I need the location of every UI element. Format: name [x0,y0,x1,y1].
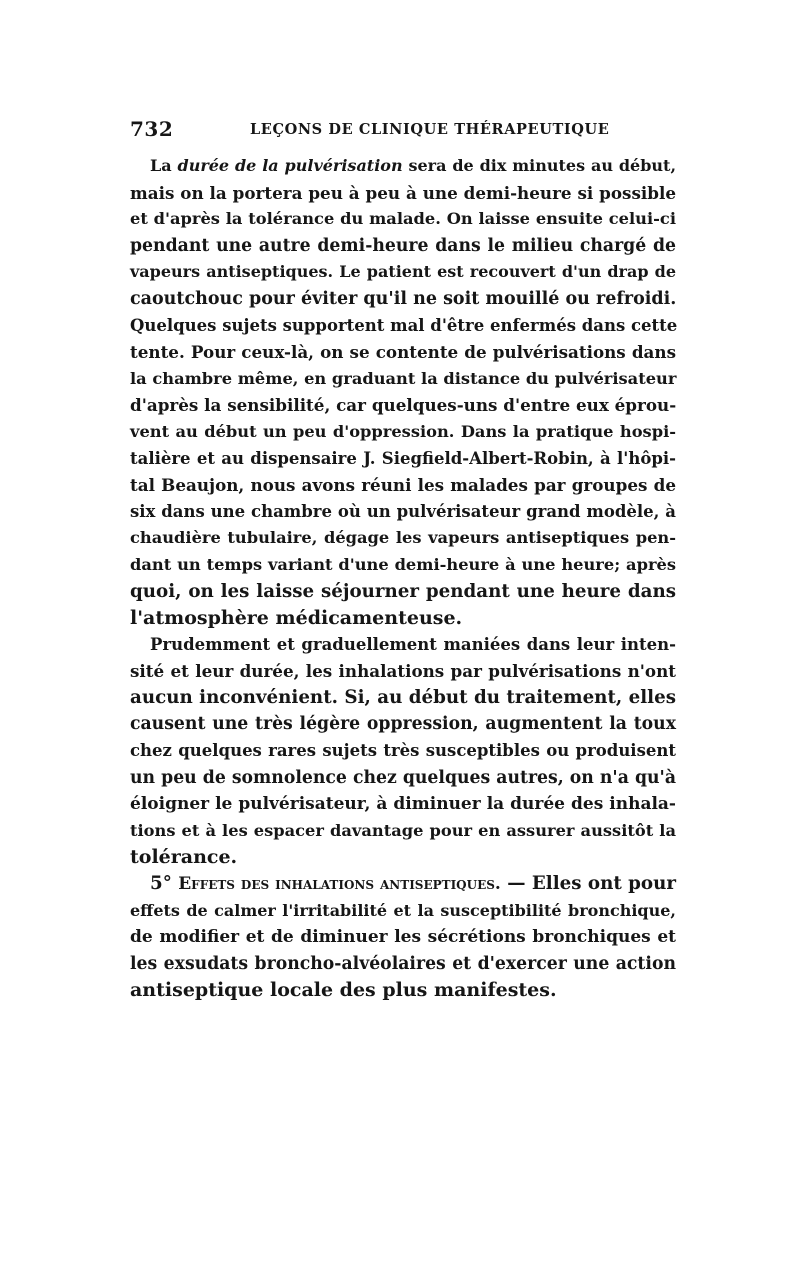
text-line: éloigner le pulvérisateur, à diminuer la durée des inhala- [130,794,676,815]
text-line: talière et au dispensaire J. Siegfield-Albert-Robin, à l'hôpi- [130,448,676,468]
text-line: tolérance. [130,846,238,869]
text-line: vent au début un peu d'oppression. Dans la pratique hospi- [130,421,676,441]
text-line: pendant une autre demi-heure dans le milieu chargé de [130,235,676,256]
text-line: vapeurs antiseptiques. Le patient est recouvert d'un drap de [130,262,676,282]
text-line: causent une très légère oppression, augmentent la toux [130,714,676,735]
text-line: un peu de somnolence chez quelques autres, on n'a qu'à [130,767,676,788]
section-number: 5° [150,873,179,895]
text-line: d'après la sensibilité, car quelques-uns d'entre eux éprou- [130,395,677,416]
paragraph-2-line-1: Prudemment et graduellement maniées dans leur inten- [150,634,676,654]
text-line: Quelques sujets supportent mal d'être enfermés dans cette [130,315,678,335]
page-number: 732 [130,117,174,141]
text-line: et d'après la tolérance du malade. On laisse ensuite celui-ci [130,209,676,229]
text-line: caoutchouc pour éviter qu'il ne soit mouillé ou refroidi. [130,288,677,309]
paragraph-1-line-1: La durée de la pulvérisation sera de dix minutes au début, [150,156,677,175]
running-title: LEÇONS DE CLINIQUE THÉRAPEUTIQUE [250,121,610,138]
body-text [130,153,676,1004]
text-line: aucun inconvénient. Si, au début du traitement, elles [130,686,676,708]
text-line: tal Beaujon, nous avons réuni les malades par groupes de [130,475,676,496]
text-line: l'atmosphère médicamenteuse. [130,607,463,630]
text-line: les exsudats broncho-alvéolaires et d'exercer une action [130,953,676,974]
text-line: effets de calmer l'irritabilité et la susceptibilité bronchique, [130,900,676,920]
text-line: quoi, on les laisse séjourner pendant une heure dans [130,580,676,602]
text-line: mais on la portera peu à peu à une demi-heure si possible [130,182,676,203]
text-line: de modifier et de diminuer les sécrétions bronchiques et [130,927,676,948]
italic-term: durée de la pulvérisation [177,156,403,175]
text-line: tions et à les espacer davantage pour en assurer aussitôt la [130,820,676,840]
text-line: chaudière tubulaire, dégage les vapeurs antiseptiques pen- [130,528,676,548]
page-header [130,117,682,143]
text-line: antiseptique locale des plus manifestes. [130,979,557,1002]
text-line: la chambre même, en graduant la distance du pulvérisateur [130,368,677,388]
paragraph-3-line-1: 5° Effets des inhalations antiseptiques. — Elles ont pour [150,873,676,895]
text-line: six dans une chambre où un pulvérisateur grand modèle, à [130,501,676,521]
text-line: sité et leur durée, les inhalations par pulvérisations n'ont [130,661,676,682]
text-line: dant un temps variant d'une demi-heure à une heure; après [130,554,676,574]
section-heading: Effets des inhalations antiseptiques. [178,874,501,895]
text-line: tente. Pour ceux-là, on se contente de pulvérisations dans [130,342,676,363]
text-line: chez quelques rares sujets très susceptibles ou produisent [130,741,676,761]
